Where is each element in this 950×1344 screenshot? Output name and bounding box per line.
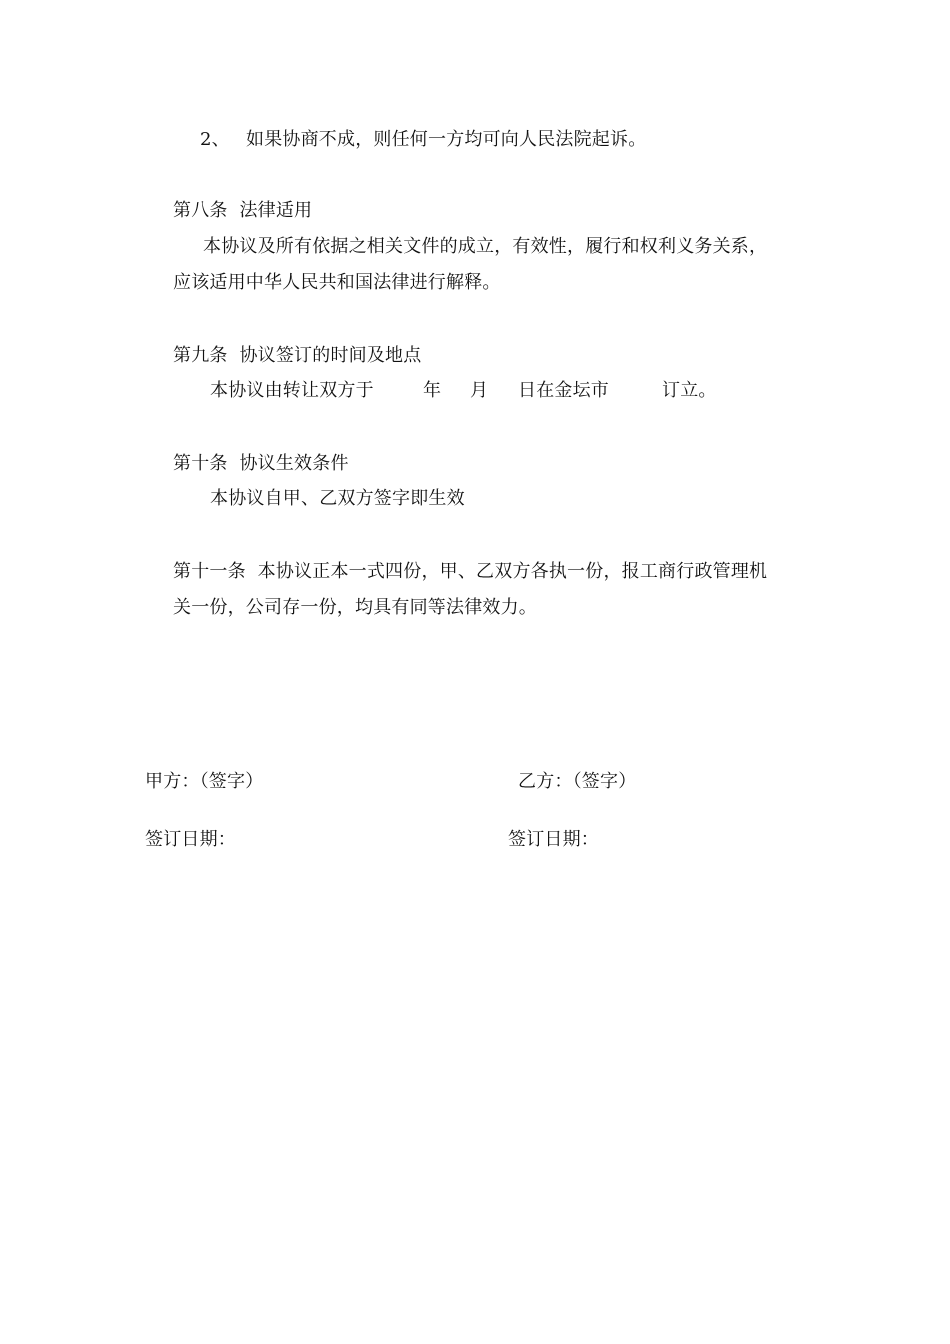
clause9-end-label: 订立。 — [662, 380, 717, 401]
party-a-date-label: 签订日期： — [145, 829, 236, 850]
party-b-date-label: 签订日期： — [508, 829, 599, 850]
clause9-day-place-label: 日在金坛市 — [518, 380, 609, 401]
clause7-item2-number: 2、 — [200, 129, 230, 150]
clause10-body: 本协议自甲、乙双方签字即生效 — [210, 488, 465, 509]
clause9-heading: 第九条 协议签订的时间及地点 — [173, 345, 422, 366]
clause10-heading: 第十条 协议生效条件 — [173, 453, 349, 474]
clause8-body-line1: 本协议及所有依据之相关文件的成立，有效性，履行和权利义务关系， — [203, 236, 768, 257]
clause11-line1: 第十一条 本协议正本一式四份，甲、乙双方各执一份，报工商行政管理机 — [173, 561, 768, 582]
party-b-signature-label: 乙方：（签字） — [518, 771, 637, 792]
party-a-signature-label: 甲方：（签字） — [145, 771, 264, 792]
clause9-month-label: 月 — [470, 380, 489, 401]
clause7-item2-text: 如果协商不成，则任何一方均可向人民法院起诉。 — [246, 129, 647, 150]
clause11-line2: 关一份，公司存一份，均具有同等法律效力。 — [173, 597, 537, 618]
clause8-heading: 第八条 法律适用 — [173, 200, 313, 221]
clause8-body-line2: 应该适用中华人民共和国法律进行解释。 — [173, 272, 501, 293]
clause9-year-label: 年 — [423, 380, 442, 401]
clause9-body-part1: 本协议由转让双方于 — [210, 380, 374, 401]
